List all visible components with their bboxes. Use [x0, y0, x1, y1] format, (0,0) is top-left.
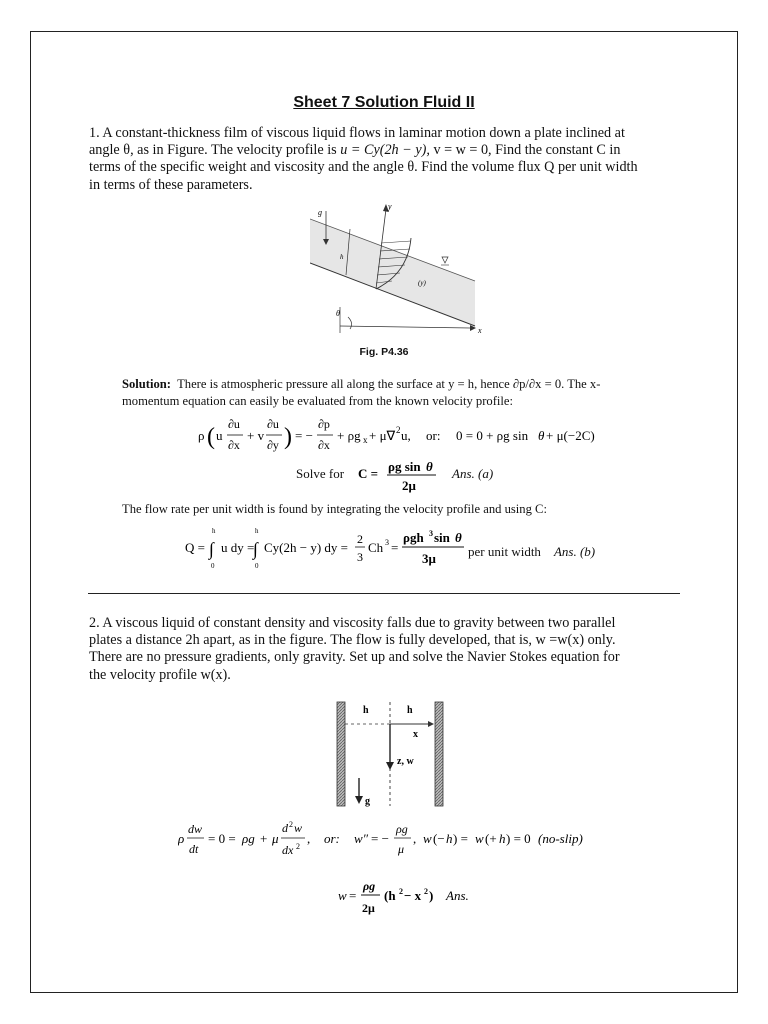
figure-1-x-label: x	[478, 326, 482, 335]
zw-arrowhead	[386, 762, 394, 770]
svg-text:∫: ∫	[253, 539, 258, 559]
svg-text:(: (	[207, 424, 215, 450]
problem-2-line-3: There are no pressure gradients, only gravity. Set up and solve the Navier Stokes equation for	[89, 649, 620, 666]
svg-text:= −: = −	[371, 831, 389, 846]
svg-text:+: +	[260, 831, 268, 846]
per-unit-width-text	[468, 544, 595, 560]
svg-text:w: w	[294, 821, 303, 835]
svg-text:0: 0	[255, 562, 259, 570]
answer-a-text: Ans. (a)	[452, 466, 494, 481]
answer-a-label	[452, 466, 493, 482]
flow-rate-text: The flow rate per unit width is found by integrating the velocity profile and using C:	[122, 502, 547, 516]
svg-text:= −: = −	[295, 428, 313, 443]
svg-text:=: =	[349, 888, 357, 903]
svg-text:∂p: ∂p	[318, 417, 330, 431]
svg-text:dt: dt	[189, 842, 199, 856]
figure-2-zw-label: z, w	[397, 756, 414, 767]
problem-2-line-2: plates a distance 2h apart, as in the figure. The flow is fully developed, that is, w =w(x) only.	[89, 632, 616, 649]
left-plate	[337, 702, 345, 806]
svg-text:): )	[284, 424, 292, 450]
svg-text:ρ: ρ	[178, 831, 185, 846]
svg-text:ρg: ρg	[242, 831, 255, 846]
svg-text:0: 0	[211, 562, 215, 570]
svg-text:2: 2	[296, 842, 300, 851]
svg-text:dw: dw	[188, 822, 203, 836]
problem-1-line-2b: v = w = 0, Find the constant C in	[429, 142, 621, 159]
svg-text:d: d	[282, 821, 288, 835]
svg-text:∂y: ∂y	[267, 438, 279, 452]
svg-text:h: h	[212, 527, 216, 535]
svg-text:3: 3	[429, 529, 433, 538]
figure-2-h-right: h	[407, 705, 413, 716]
figure-1-caption: Fig. P4.36	[359, 346, 409, 358]
svg-text:(−: (−	[433, 831, 445, 846]
right-plate	[435, 702, 443, 806]
svg-text:,: ,	[413, 831, 417, 846]
svg-text:+ μ(−2C): + μ(−2C)	[546, 428, 595, 443]
svg-text:w: w	[338, 888, 347, 903]
page-title: Sheet 7 Solution Fluid II	[293, 94, 475, 111]
velocity-profile-solution	[338, 876, 498, 920]
figure-2-x-label: x	[413, 729, 418, 740]
svg-text:or:: or:	[426, 428, 441, 443]
solution-1-line-2: momentum equation can easily be evaluated from the known velocity profile:	[122, 394, 513, 408]
per-unit-width-label: per unit width	[468, 544, 541, 559]
svg-text:+ ρg: + ρg	[337, 428, 361, 443]
navier-stokes-equation	[178, 818, 598, 860]
solve-for-text: Solve for	[296, 466, 345, 481]
svg-text:2: 2	[399, 887, 403, 896]
problem-2-line-4: the velocity profile w(x).	[89, 666, 231, 683]
svg-text:2: 2	[396, 425, 401, 435]
svg-text:2: 2	[357, 532, 363, 546]
svg-text:= 0 =: = 0 =	[208, 831, 236, 846]
problem-1-text	[89, 125, 689, 194]
solution-1-text	[122, 376, 682, 410]
svg-text:θ: θ	[538, 428, 545, 443]
svg-text:=: =	[391, 540, 399, 555]
solution-label: Solution:	[122, 377, 171, 391]
svg-text:Cy(2h − y) dy =: Cy(2h − y) dy =	[264, 540, 348, 555]
svg-text:θ: θ	[455, 530, 462, 545]
svg-text:w: w	[423, 831, 432, 846]
svg-text:w″: w″	[354, 831, 369, 846]
final-ans-label: Ans.	[446, 888, 469, 903]
svg-text:,: ,	[307, 831, 311, 846]
parallel-plates-figure	[333, 700, 445, 810]
svg-text:h: h	[446, 831, 453, 846]
svg-text:3: 3	[385, 538, 389, 547]
svg-text:+ v: + v	[247, 428, 265, 443]
inclined-film-figure	[310, 203, 490, 343]
figure-1-g-label: g	[318, 208, 322, 217]
problem-1-line-2a: angle θ, as in Figure. The velocity profile is	[89, 142, 341, 159]
svg-text:h: h	[255, 527, 259, 535]
svg-text:θ: θ	[426, 459, 433, 474]
problem-2-text	[89, 615, 689, 684]
svg-text:x: x	[363, 435, 368, 445]
svg-text:3: 3	[357, 550, 363, 564]
velocity-profile-eq: u = Cy(2h − y),	[340, 142, 430, 159]
x-momentum-equation	[198, 414, 598, 458]
svg-text:∂x: ∂x	[318, 438, 330, 452]
svg-text:) =: ) =	[453, 831, 468, 846]
svg-text:dx: dx	[282, 843, 294, 857]
problem-1-line-3: terms of the specific weight and viscosity and the angle θ. Find the volume flux Q per unit width	[89, 159, 638, 176]
svg-text:ρg: ρg	[396, 822, 408, 836]
problem-1-line-2	[89, 142, 689, 159]
problem-2-line-1: 2. A viscous liquid of constant density and viscosity falls due to gravity between two parallel	[89, 615, 616, 631]
svg-text:0 = 0 + ρg sin: 0 = 0 + ρg sin	[456, 428, 529, 443]
problem-1-line-4: in terms of these parameters.	[89, 176, 253, 193]
problem-1-line-1: 1. A constant-thickness film of viscous liquid flows in laminar motion down a plate inclined at	[89, 125, 625, 141]
section-divider	[88, 593, 680, 594]
svg-text:3μ: 3μ	[422, 551, 436, 566]
figure-1-uy-label: (y)	[418, 279, 426, 287]
svg-text:ρg sin: ρg sin	[388, 459, 421, 474]
figure-1-h-label: h	[340, 253, 344, 261]
svg-text:): )	[429, 888, 434, 903]
angle-arc	[348, 317, 352, 329]
solution-1-line-1	[122, 376, 682, 393]
x-axis-arrow	[470, 325, 476, 331]
gravity-arrowhead-2	[355, 796, 363, 804]
figure-1-theta-label: θ	[336, 309, 340, 318]
figure-1-y-label: y	[388, 203, 392, 211]
answer-b-text: Ans. (b)	[553, 544, 596, 559]
svg-text:Q =: Q =	[185, 540, 205, 555]
svg-text:2μ: 2μ	[402, 478, 416, 493]
svg-text:C =: C =	[358, 466, 379, 481]
svg-text:+ μ∇: + μ∇	[369, 428, 396, 443]
svg-text:(+: (+	[485, 831, 497, 846]
svg-text:∂u: ∂u	[228, 417, 240, 431]
svg-text:(h: (h	[384, 888, 396, 903]
svg-text:h: h	[499, 831, 506, 846]
x-axis-2-arrow	[428, 721, 434, 727]
svg-text:u,: u,	[401, 428, 411, 443]
svg-text:∂u: ∂u	[267, 417, 279, 431]
solution-1-text-1: There is atmospheric pressure all along the surface at y = h, hence ∂p/∂x = 0. The x-	[177, 377, 601, 391]
svg-text:∂x: ∂x	[228, 438, 240, 452]
svg-text:∫: ∫	[209, 539, 214, 559]
free-surface-symbol	[442, 257, 448, 263]
svg-text:sin: sin	[434, 530, 450, 545]
x-axis	[340, 326, 470, 328]
figure-2-h-left: h	[363, 705, 369, 716]
svg-text:− x: − x	[404, 888, 422, 903]
svg-text:2: 2	[289, 820, 293, 829]
svg-text:μ: μ	[398, 842, 405, 856]
svg-text:u dy =: u dy =	[221, 540, 255, 555]
svg-text:2μ: 2μ	[362, 901, 375, 915]
svg-text:ρ: ρ	[198, 428, 205, 443]
svg-text:) = 0: ) = 0	[506, 831, 531, 846]
svg-text:w: w	[475, 831, 484, 846]
svg-text:ρgh: ρgh	[403, 530, 424, 545]
svg-text:u: u	[216, 428, 223, 443]
svg-text:μ: μ	[272, 831, 279, 846]
svg-text:2: 2	[424, 887, 428, 896]
no-slip-label: (no-slip)	[538, 831, 583, 846]
svg-text:ρg: ρg	[363, 879, 376, 893]
svg-text:Ch: Ch	[368, 540, 384, 555]
figure-2-g-label: g	[365, 796, 370, 807]
or-label-2: or:	[324, 831, 340, 846]
